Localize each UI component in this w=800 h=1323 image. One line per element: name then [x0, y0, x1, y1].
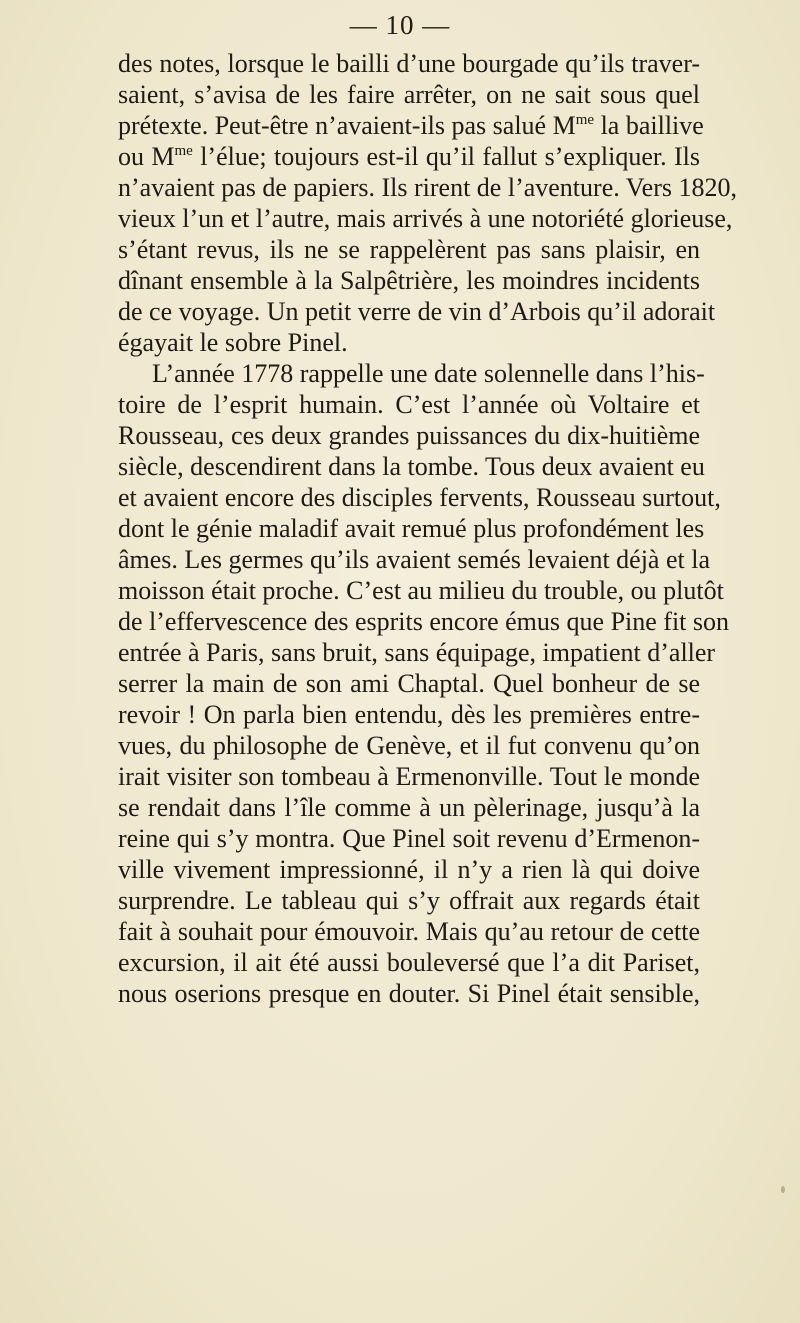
body-text — [118, 48, 737, 1009]
text-line: dînant ensemble à la Salpêtrière, les moindres incidents — [118, 266, 700, 295]
page-number: — 10 — — [349, 10, 451, 40]
text-line: excursion, il ait été aussi bouleversé que l’a dit Pariset, — [118, 948, 700, 977]
text-line: fait à souhait pour émouvoir. Mais qu’au retour de cette — [118, 917, 700, 946]
text-line: de l’effervescence des esprits encore émus que Pine fit son — [118, 607, 730, 636]
text-line: dont le génie maladif avait remué plus profondément les — [118, 514, 705, 543]
text-line: n’avaient pas de papiers. Ils rirent de l’aventure. Vers 1820, — [118, 173, 737, 202]
text-line: irait visiter son tombeau à Ermenonville. Tout le monde — [118, 762, 700, 791]
text-line: siècle, descendirent dans la tombe. Tous deux avaient eu — [118, 452, 705, 481]
text-line: ville vivement impressionné, il n’y a rien là qui doive — [118, 855, 700, 884]
text-line: se rendait dans l’île comme à un pèlerinage, jusqu’à la — [118, 793, 700, 822]
text-line: moisson était proche. C’est au milieu du trouble, ou plutôt — [118, 576, 724, 605]
text-line: prétexte. Peut-être n’avaient-ils pas salué $M^{me}$ la baillive — [118, 111, 704, 140]
text-line: âmes. Les germes qu’ils avaient semés levaient déjà et la — [118, 545, 710, 574]
text-line: vues, du philosophe de Genève, et il fut convenu qu’on — [118, 731, 700, 760]
text-line: des notes, lorsque le bailli d’une bourgade qu’ils traver- — [118, 49, 700, 78]
text-line: nous oserions presque en douter. Si Pinel était sensible, — [118, 979, 700, 1008]
text-line: L’année 1778 rappelle une date solennelle dans l’his- — [152, 359, 705, 388]
text-line: ou $M^{me}$ l’élue; toujours est-il qu’il fallut s’expliquer. Ils — [118, 142, 701, 171]
text-line: toire de l’esprit humain. C’est l’année où Voltaire et — [118, 390, 700, 419]
text-line: reine qui s’y montra. Que Pinel soit revenu d’Ermenon- — [118, 824, 700, 853]
paper-speck — [781, 1186, 785, 1193]
text-line: serrer la main de son ami Chaptal. Quel bonheur de se — [118, 669, 700, 698]
text-line: surprendre. Le tableau qui s’y offrait aux regards était — [118, 886, 700, 915]
superscript-abbrev: me — [575, 112, 595, 128]
superscript-abbrev: me — [174, 143, 193, 159]
text-line: revoir ! On parla bien entendu, dès les premières entre- — [118, 700, 700, 729]
text-line: et avaient encore des disciples fervents, Rousseau surtout, — [118, 483, 721, 512]
text-line: égayait le sobre Pinel. — [118, 328, 348, 357]
text-line: entrée à Paris, sans bruit, sans équipage, impatient d’aller — [118, 638, 716, 667]
text-line: de ce voyage. Un petit verre de vin d’Arbois qu’il adorait — [118, 297, 716, 326]
text-line: Rousseau, ces deux grandes puissances du dix-huitième — [118, 421, 700, 450]
text-line: s’étant revus, ils ne se rappelèrent pas sans plaisir, en — [118, 235, 700, 264]
text-line: vieux l’un et l’autre, mais arrivés à une notoriété glorieuse, — [118, 204, 733, 233]
text-line: saient, s’avisa de les faire arrêter, on ne sait sous quel — [118, 80, 700, 109]
